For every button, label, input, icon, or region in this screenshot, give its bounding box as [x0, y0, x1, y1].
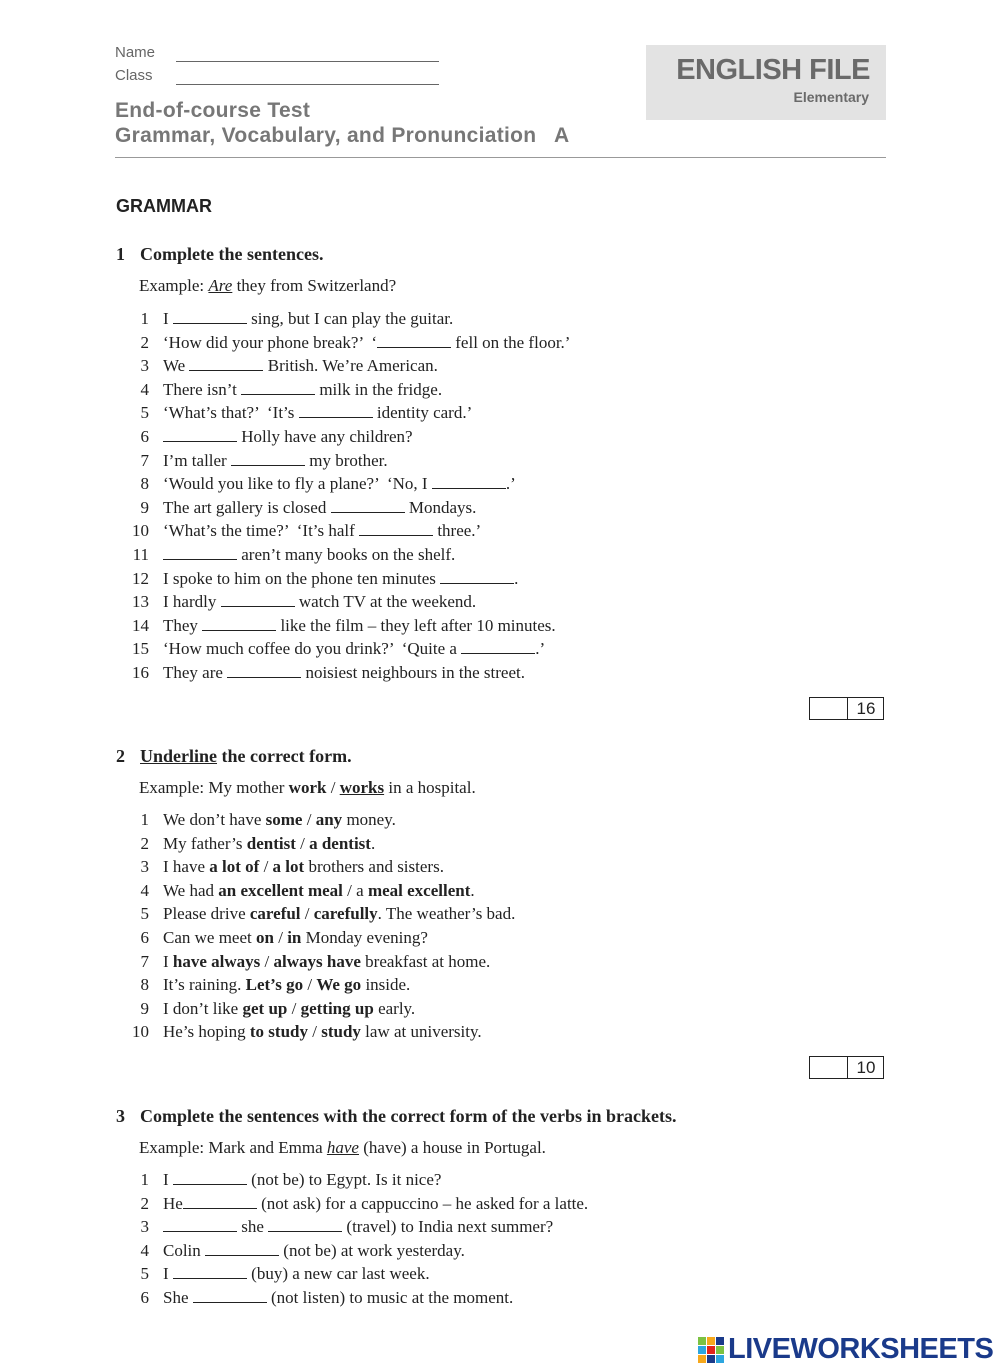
- q1-score-box: [809, 697, 884, 720]
- option-2[interactable]: a dentist: [309, 833, 371, 853]
- q2-item-3: [126, 857, 515, 881]
- item-text-after: sing, but I can play the guitar.: [246, 309, 454, 328]
- q3-example-suffix: (have) a house in Portugal.: [358, 1138, 546, 1157]
- option-separator: /: [303, 975, 317, 995]
- item-text-after: (travel) to India next summer?: [342, 1217, 554, 1237]
- item-text-after: fell on the floor.’: [451, 332, 571, 352]
- item-number: 4: [140, 1240, 149, 1260]
- english-file-logo: [646, 45, 886, 120]
- item-text-before: He’s hoping: [163, 1022, 250, 1042]
- item-text-after: my brother.: [304, 450, 388, 470]
- item-text-after: brothers and sisters.: [304, 857, 444, 877]
- q1-item-6: [126, 427, 570, 451]
- q3-example-answer: have: [326, 1138, 359, 1157]
- option-separator: /: [260, 951, 274, 971]
- item-text-middle: (buy) a new car last week.: [246, 1264, 430, 1284]
- q1-item-13: [126, 592, 570, 616]
- item-text-after: money.: [342, 810, 396, 829]
- item-number: 2: [140, 332, 149, 352]
- item-number: 3: [140, 1217, 149, 1237]
- q3-item-4: [126, 1241, 588, 1265]
- q3-example-prefix: Example: Mark and Emma: [139, 1138, 327, 1157]
- item-number: 6: [140, 927, 149, 947]
- item-number: 9: [140, 497, 149, 517]
- item-number: 3: [140, 356, 149, 376]
- item-number: 4: [140, 880, 149, 900]
- item-text-after: Monday evening?: [301, 927, 428, 947]
- item-text-after: breakfast at home.: [360, 951, 491, 971]
- item-text-after: three.’: [433, 521, 482, 541]
- item-text-before: I’m taller: [163, 450, 231, 470]
- option-separator: /: [259, 857, 273, 877]
- q1-example-answer: Are: [208, 276, 233, 295]
- item-number: 15: [132, 639, 149, 659]
- option-separator: /: [287, 998, 301, 1018]
- option-2[interactable]: We go: [316, 975, 362, 995]
- header-divider: [115, 157, 886, 158]
- q2-item-10: [126, 1022, 515, 1046]
- option-1[interactable]: Let’s go: [245, 975, 304, 995]
- q1-heading: [116, 244, 323, 265]
- answer-blank[interactable]: [359, 522, 433, 536]
- q2-number: 2: [116, 746, 125, 766]
- item-text-before: I hardly: [163, 592, 221, 612]
- test-title: End-of-course Test: [115, 99, 311, 122]
- logo-subtitle: Elementary: [793, 89, 869, 105]
- option-1[interactable]: some: [265, 810, 303, 829]
- item-text-after: early.: [373, 998, 416, 1018]
- item-number: 10: [132, 521, 149, 541]
- answer-blank[interactable]: [461, 640, 535, 654]
- liveworksheets-text: LIVEWORKSHEETS: [728, 1333, 994, 1365]
- item-number: 3: [140, 857, 149, 877]
- item-text-after: Mondays.: [404, 497, 477, 517]
- q2-item-9: [126, 999, 515, 1023]
- option-1[interactable]: careful: [249, 904, 301, 924]
- q1-heading-text: Complete the sentences.: [140, 244, 324, 264]
- logo-title: ENGLISH FILE: [676, 54, 870, 86]
- q1-item-4: [126, 380, 570, 404]
- item-text-before: I: [163, 1264, 173, 1284]
- item-text-middle: (not listen) to music at the moment.: [266, 1287, 514, 1307]
- item-text-before: There isn’t: [163, 379, 242, 399]
- answer-blank[interactable]: [432, 475, 506, 489]
- item-text-after: noisiest neighbours in the street.: [301, 662, 525, 682]
- answer-blank[interactable]: [377, 334, 451, 348]
- answer-blank[interactable]: [202, 617, 276, 631]
- item-number: 1: [140, 1170, 149, 1189]
- option-1[interactable]: on: [256, 927, 274, 947]
- item-text-middle: she: [237, 1217, 269, 1237]
- section-title: GRAMMAR: [116, 196, 212, 216]
- q3-heading-text: Complete the sentences with the correct form of the verbs in brackets.: [140, 1106, 677, 1126]
- item-text-before: ‘How much coffee do you drink?’ ‘Quite a: [163, 639, 462, 659]
- item-text-after: British. We’re American.: [263, 356, 438, 376]
- q2-items: [126, 810, 515, 1046]
- item-number: 12: [132, 568, 149, 588]
- q2-heading: [116, 746, 352, 767]
- item-text-before: Can we meet: [163, 927, 256, 947]
- q2-example-suffix: in a hospital.: [384, 778, 476, 797]
- item-text-before: My father’s: [163, 833, 247, 853]
- answer-blank[interactable]: [193, 1289, 267, 1303]
- item-text-middle: (not be) at work yesterday.: [279, 1240, 465, 1260]
- q2-item-1: [126, 810, 515, 834]
- item-number: 10: [132, 1022, 149, 1042]
- item-number: 6: [140, 1287, 149, 1307]
- item-text-before: I spoke to him on the phone ten minutes: [163, 568, 441, 588]
- item-text-after: identity card.’: [372, 403, 473, 423]
- option-1[interactable]: get up: [242, 998, 288, 1018]
- q2-item-2: [126, 834, 515, 858]
- q1-item-2: [126, 333, 570, 357]
- answer-blank-2[interactable]: [268, 1218, 342, 1232]
- option-1[interactable]: an excellent meal: [218, 880, 343, 900]
- q1-item-16: [126, 663, 570, 687]
- item-text-before: ‘What’s that?’ ‘It’s: [163, 403, 299, 423]
- option-separator: / a: [342, 880, 368, 900]
- item-number: 7: [140, 450, 149, 470]
- q3-number: 3: [116, 1106, 125, 1126]
- answer-blank[interactable]: [183, 1195, 257, 1209]
- q1-score-total: 16: [847, 698, 884, 719]
- item-text-before: ‘Would you like to fly a plane?’ ‘No, I: [163, 474, 432, 494]
- q1-number: 1: [116, 244, 125, 264]
- option-2[interactable]: a lot: [272, 857, 305, 877]
- q1-item-7: [126, 451, 570, 475]
- item-text-middle: (not ask) for a cappuccino – he asked for a latte.: [256, 1193, 589, 1213]
- answer-blank[interactable]: [163, 546, 237, 560]
- option-1[interactable]: have always: [172, 951, 261, 971]
- name-label: Name: [115, 44, 156, 61]
- q1-item-1: [126, 309, 570, 333]
- item-text-before: Please drive: [163, 904, 250, 924]
- answer-blank[interactable]: [189, 357, 263, 371]
- answer-blank[interactable]: [163, 428, 237, 442]
- item-number: 6: [140, 426, 149, 446]
- option-separator: /: [302, 810, 316, 829]
- name-line[interactable]: [176, 61, 439, 62]
- q2-example-option2: works: [339, 778, 385, 797]
- liveworksheets-logo: [698, 1333, 993, 1366]
- option-2[interactable]: getting up: [300, 998, 374, 1018]
- liveworksheets-icon: [698, 1337, 724, 1363]
- item-text-after: . The weather’s bad.: [377, 904, 516, 924]
- q1-items: [126, 309, 570, 687]
- test-subtitle: Grammar, Vocabulary, and Pronunciation A: [115, 124, 570, 147]
- q1-example-prefix: Example:: [139, 276, 209, 295]
- answer-blank[interactable]: [173, 310, 247, 324]
- item-text-before: ‘What’s the time?’ ‘It’s half: [163, 521, 360, 541]
- answer-blank[interactable]: [173, 1265, 247, 1279]
- q2-item-6: [126, 928, 515, 952]
- q1-item-12: [126, 569, 570, 593]
- item-text-after: inside.: [361, 975, 411, 995]
- item-text-before: I: [163, 951, 173, 971]
- q2-item-5: [126, 904, 515, 928]
- item-number: 7: [140, 951, 149, 971]
- q3-item-2: [126, 1194, 588, 1218]
- item-text-before: I have: [163, 857, 210, 877]
- item-text-after: Holly have any children?: [237, 426, 413, 446]
- item-text-after: .: [470, 880, 475, 900]
- item-number: 14: [132, 615, 149, 635]
- item-text-before: ‘How did your phone break?’ ‘: [163, 332, 378, 352]
- answer-blank[interactable]: [440, 570, 514, 584]
- q2-heading-text: the correct form.: [217, 746, 352, 766]
- item-text-before: It’s raining.: [163, 975, 246, 995]
- item-number: 16: [132, 662, 149, 682]
- item-number: 2: [140, 1193, 149, 1213]
- q3-heading: [116, 1106, 677, 1127]
- q1-item-10: [126, 521, 570, 545]
- item-number: 5: [140, 403, 149, 423]
- answer-blank[interactable]: [173, 1171, 247, 1185]
- q1-item-9: [126, 498, 570, 522]
- q2-score-box: [809, 1056, 884, 1079]
- q3-item-1: [126, 1170, 588, 1194]
- item-text-before: Colin: [163, 1240, 206, 1260]
- item-text-before: I don’t like: [163, 998, 243, 1018]
- item-number: 9: [140, 998, 149, 1018]
- item-number: 1: [140, 810, 149, 829]
- q3-item-5: [126, 1264, 588, 1288]
- q2-example-prefix: Example: My mother: [139, 778, 289, 797]
- answer-blank[interactable]: [221, 593, 295, 607]
- q1-item-14: [126, 616, 570, 640]
- item-text-before: We: [163, 356, 190, 376]
- option-2[interactable]: any: [315, 810, 343, 829]
- option-1[interactable]: a lot of: [209, 857, 260, 877]
- item-text-before: I: [163, 1170, 173, 1189]
- item-number: 13: [132, 592, 149, 612]
- option-separator: /: [300, 904, 314, 924]
- answer-blank[interactable]: [241, 381, 315, 395]
- option-1[interactable]: dentist: [246, 833, 296, 853]
- option-2[interactable]: meal excellent: [367, 880, 471, 900]
- option-separator: /: [308, 1022, 322, 1042]
- q1-item-3: [126, 356, 570, 380]
- answer-blank[interactable]: [227, 664, 301, 678]
- item-text-before: They are: [163, 662, 228, 682]
- q1-item-11: [126, 545, 570, 569]
- q1-example-suffix: they from Switzerland?: [232, 276, 397, 295]
- q3-item-3: [126, 1217, 588, 1241]
- q1-item-15: [126, 639, 570, 663]
- q2-item-4: [126, 881, 515, 905]
- q3-items: [126, 1170, 588, 1312]
- item-text-before: I: [163, 309, 173, 328]
- q2-example: [139, 778, 476, 798]
- item-number: 5: [140, 1264, 149, 1284]
- class-label: Class: [115, 67, 153, 84]
- item-number: 8: [140, 474, 149, 494]
- item-text-before: We don’t have: [163, 810, 266, 829]
- item-text-middle: (not be) to Egypt. Is it nice?: [246, 1170, 442, 1189]
- q1-example: [139, 276, 396, 296]
- q2-item-7: [126, 952, 515, 976]
- item-number: 1: [140, 309, 149, 328]
- item-number: 8: [140, 975, 149, 995]
- item-text-after: watch TV at the weekend.: [294, 592, 477, 612]
- q2-example-sep: /: [326, 778, 340, 797]
- item-number: 11: [132, 544, 149, 564]
- answer-blank[interactable]: [163, 1218, 237, 1232]
- item-text-after: like the film – they left after 10 minutes.: [276, 615, 556, 635]
- item-text-after: .’: [505, 474, 516, 494]
- option-2[interactable]: in: [287, 927, 302, 947]
- option-separator: /: [273, 927, 288, 947]
- answer-blank[interactable]: [205, 1242, 279, 1256]
- item-text-after: law at university.: [360, 1022, 482, 1042]
- q2-example-option1: work: [288, 778, 327, 797]
- q2-heading-underline: Underline: [140, 746, 218, 766]
- item-text-before: They: [163, 615, 203, 635]
- item-text-before: He: [163, 1193, 183, 1213]
- q1-item-8: [126, 474, 570, 498]
- option-2[interactable]: study: [321, 1022, 361, 1042]
- item-text-after: .: [370, 833, 376, 853]
- q2-item-8: [126, 975, 515, 999]
- item-number: 5: [140, 904, 149, 924]
- item-text-before: The art gallery is closed: [163, 497, 331, 517]
- class-line[interactable]: [176, 84, 439, 85]
- item-text-after: .: [514, 568, 519, 588]
- item-number: 4: [140, 379, 149, 399]
- option-separator: /: [295, 833, 310, 853]
- answer-blank[interactable]: [231, 452, 305, 466]
- item-text-after: aren’t many books on the shelf.: [237, 544, 456, 564]
- item-text-after: .’: [535, 639, 546, 659]
- option-2[interactable]: carefully: [313, 904, 378, 924]
- q3-example: [139, 1138, 546, 1158]
- item-text-after: milk in the fridge.: [315, 379, 443, 399]
- answer-blank[interactable]: [331, 499, 405, 513]
- answer-blank[interactable]: [299, 404, 373, 418]
- item-number: 2: [140, 833, 149, 853]
- q2-score-total: 10: [847, 1057, 884, 1078]
- item-text-before: She: [163, 1287, 193, 1307]
- q1-item-5: [126, 403, 570, 427]
- option-2[interactable]: always have: [273, 951, 361, 971]
- q3-item-6: [126, 1288, 588, 1312]
- item-text-before: We had: [163, 880, 219, 900]
- option-1[interactable]: to study: [249, 1022, 308, 1042]
